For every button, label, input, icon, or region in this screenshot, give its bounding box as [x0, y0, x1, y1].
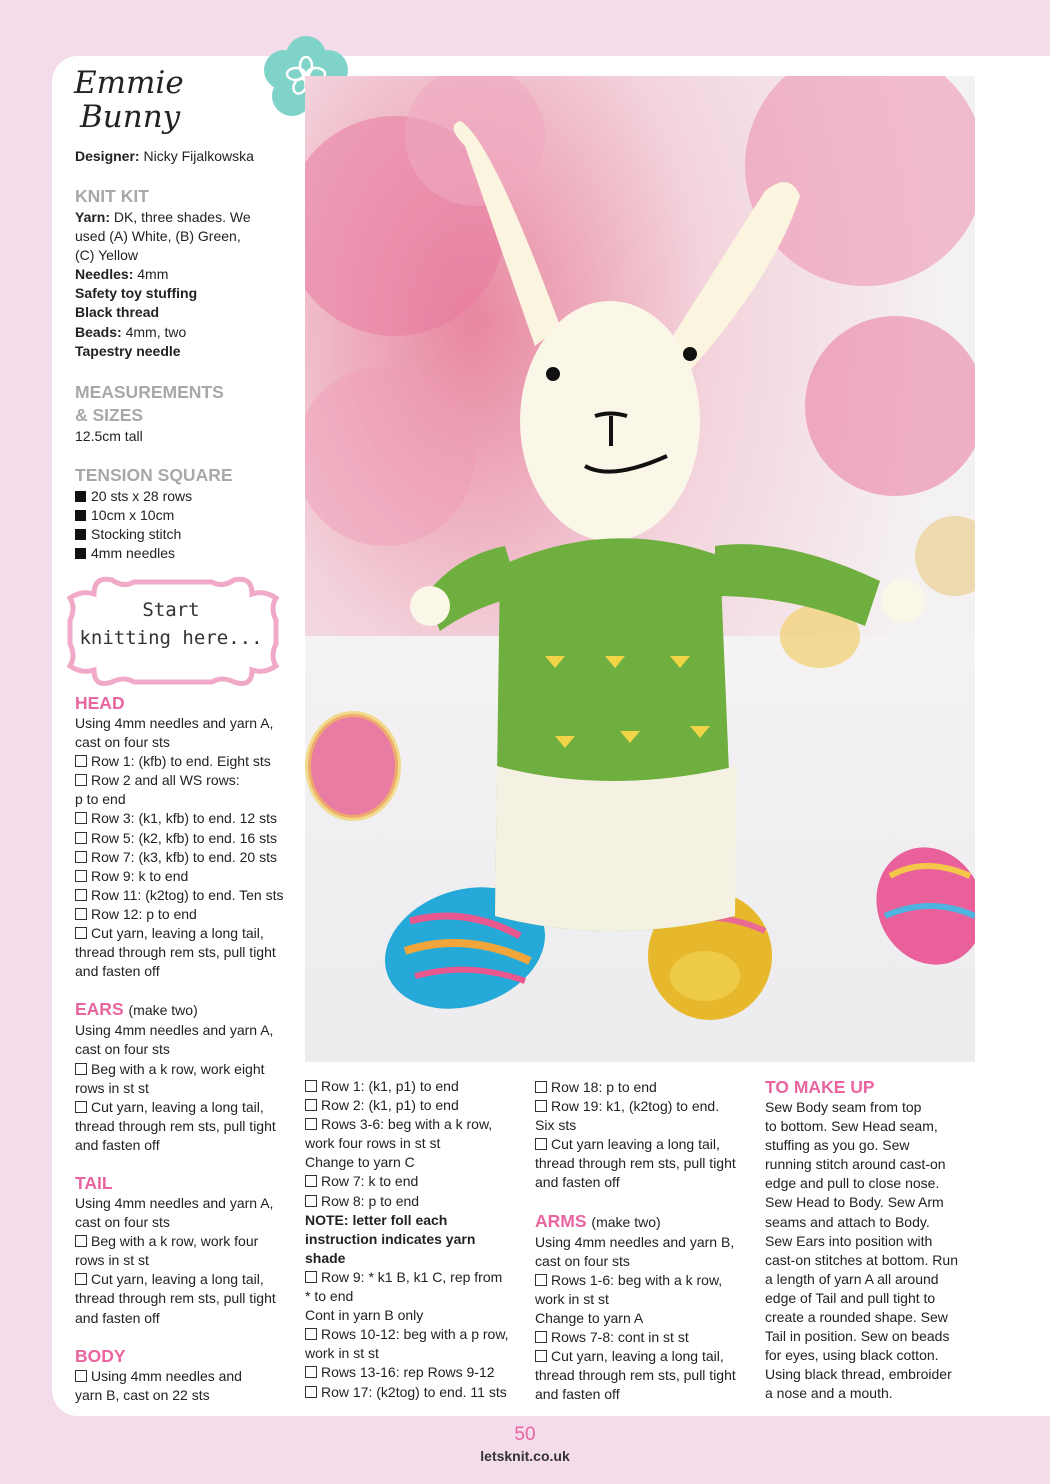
make-up-line: a length of yarn A all around	[765, 1270, 939, 1287]
checkbox-icon	[535, 1138, 547, 1150]
head-row: Row 5: (k2, kfb) to end. 16 sts	[75, 829, 300, 848]
checkbox-icon	[535, 1350, 547, 1362]
arms-row-continued: thread through rem sts, pull tight	[535, 1367, 736, 1384]
banner-line-2: knitting here...	[79, 627, 263, 649]
note-line-1: NOTE: letter foll each	[305, 1211, 448, 1228]
make-up-line: edge of Tail and pull tight to	[765, 1289, 936, 1306]
tail-row: Cut yarn, leaving a long tail,	[75, 1270, 300, 1289]
checkbox-icon	[535, 1081, 547, 1093]
tail-intro-2: cast on four sts	[75, 1214, 170, 1231]
arms-note: (make two)	[591, 1213, 661, 1230]
yarn-label: Yarn:	[75, 209, 111, 225]
start-banner-text	[64, 596, 278, 652]
make-up-line: Sew Head to Body. Sew Arm	[765, 1194, 944, 1211]
checkbox-icon	[305, 1386, 317, 1398]
body-row: Row 7: k to end	[305, 1172, 530, 1191]
column-2-instructions	[305, 1077, 530, 1402]
head-row: Cut yarn, leaving a long tail,	[75, 924, 300, 943]
note-line-2: instruction indicates yarn	[305, 1230, 476, 1247]
head-row-continued: p to end	[75, 791, 126, 808]
checkbox-icon	[535, 1100, 547, 1112]
bullet-icon	[75, 491, 86, 502]
tail-heading: TAIL	[75, 1172, 113, 1193]
yarn-line-2: used (A) White, (B) Green,	[75, 228, 241, 245]
head-row: Row 11: (k2tog) to end. Ten sts	[75, 886, 300, 905]
checkbox-icon	[75, 927, 87, 939]
designer-credit	[75, 148, 254, 164]
column-1-instructions	[75, 692, 300, 1405]
measurements-heading: MEASUREMENTS	[75, 381, 224, 402]
tension-item: 4mm needles	[75, 544, 290, 563]
body-row: Row 1: (k1, p1) to end	[305, 1077, 530, 1096]
checkbox-icon	[75, 870, 87, 882]
checkbox-icon	[75, 755, 87, 767]
body-row-continued: thread through rem sts, pull tight	[535, 1155, 736, 1172]
head-row: Row 7: (k3, kfb) to end. 20 sts	[75, 848, 300, 867]
page-number: 50	[514, 1424, 536, 1445]
make-up-line: Sew Body seam from top	[765, 1099, 922, 1115]
body-row-continued: work in st st	[305, 1345, 379, 1362]
tail-row-continued: thread through rem sts, pull tight	[75, 1290, 276, 1307]
needles-label: Needles:	[75, 266, 134, 283]
body-row: Row 18: p to end	[535, 1078, 760, 1097]
checkbox-icon	[535, 1274, 547, 1286]
arms-heading: ARMS	[535, 1210, 587, 1231]
checkbox-icon	[75, 832, 87, 844]
ears-intro-2: cast on four sts	[75, 1041, 170, 1058]
site-url[interactable]: letsknit.co.uk	[480, 1448, 570, 1464]
checkbox-icon	[535, 1331, 547, 1343]
ears-intro-1: Using 4mm needles and yarn A,	[75, 1022, 274, 1039]
checkbox-icon	[305, 1118, 317, 1130]
body-row-continued: and fasten off	[535, 1174, 620, 1191]
body-row: Rows 13-16: rep Rows 9-12	[305, 1363, 530, 1382]
body-row-continued: work four rows in st st	[305, 1135, 441, 1152]
checkbox-icon	[305, 1175, 317, 1187]
bullet-icon	[75, 510, 86, 521]
checkbox-icon	[305, 1195, 317, 1207]
checkbox-icon	[305, 1080, 317, 1092]
arms-intro-2: cast on four sts	[535, 1252, 630, 1269]
make-up-line: to bottom. Sew Head seam,	[765, 1118, 938, 1135]
ears-note: (make two)	[128, 1002, 198, 1019]
body-heading: BODY	[75, 1345, 126, 1366]
body-row-continued: yarn B, cast on 22 sts	[75, 1386, 210, 1403]
checkbox-icon	[75, 774, 87, 786]
checkbox-icon	[305, 1099, 317, 1111]
checkbox-icon	[75, 908, 87, 920]
body-row: Cut yarn leaving a long tail,	[535, 1135, 760, 1154]
head-row: Row 2 and all WS rows:	[75, 771, 300, 790]
designer-name: Nicky Fijalkowska	[143, 148, 254, 164]
body-row: Rows 3-6: beg with a k row,	[305, 1115, 530, 1134]
checkbox-icon	[75, 1063, 87, 1075]
column-3-instructions	[535, 1078, 760, 1404]
head-row: Row 1: (kfb) to end. Eight sts	[75, 752, 300, 771]
tail-row-continued: rows in st st	[75, 1252, 149, 1269]
arms-row: Cut yarn, leaving a long tail,	[535, 1347, 760, 1366]
make-up-line: Tail in position. Sew on beads	[765, 1328, 950, 1345]
knit-kit-heading: KNIT KIT	[75, 186, 149, 206]
sizes-heading: & SIZES	[75, 404, 144, 425]
make-up-line: stuffing as you go. Sew	[765, 1137, 910, 1154]
yarn-text: DK, three shades. We	[113, 209, 251, 225]
ears-row-continued: and fasten off	[75, 1136, 160, 1153]
checkbox-icon	[75, 1235, 87, 1247]
checkbox-icon	[75, 1101, 87, 1113]
body-row: Row 17: (k2tog) to end. 11 sts	[305, 1383, 530, 1402]
beads-text: 4mm, two	[125, 323, 187, 340]
arms-row-continued: work in st st	[535, 1290, 609, 1307]
make-up-line: cast-on stitches at bottom. Run	[765, 1251, 958, 1268]
arms-row-continued: and fasten off	[535, 1386, 620, 1403]
yarn-line-3: (C) Yellow	[75, 247, 139, 264]
make-up-line: a nose and a mouth.	[765, 1385, 893, 1402]
change-yarn-c: Change to yarn C	[305, 1154, 415, 1171]
thread-item: Black thread	[75, 304, 160, 321]
continue-yarn-b: Cont in yarn B only	[305, 1307, 424, 1324]
make-up-line: Sew Ears into position with	[765, 1232, 933, 1249]
body-row: Using 4mm needles and	[75, 1367, 300, 1386]
ears-heading: EARS	[75, 999, 124, 1020]
bullet-icon	[75, 548, 86, 559]
make-up-line: create a rounded shape. Sew	[765, 1309, 948, 1326]
bunny-photo	[305, 76, 975, 1062]
checkbox-icon	[75, 1370, 87, 1382]
needles-text: 4mm	[137, 266, 169, 283]
size-value: 12.5cm tall	[75, 427, 143, 444]
ears-row: Beg with a k row, work eight	[75, 1060, 300, 1079]
title-line-1: Emmie	[74, 65, 184, 101]
head-intro-1: Using 4mm needles and yarn A,	[75, 715, 274, 731]
page-title	[74, 66, 184, 134]
head-heading: HEAD	[75, 693, 125, 713]
tail-row: Beg with a k row, work four	[75, 1232, 300, 1251]
head-end-1: thread through rem sts, pull tight	[75, 944, 276, 961]
change-yarn-a: Change to yarn A	[535, 1309, 644, 1326]
banner-line-1: Start	[142, 599, 200, 621]
make-up-line: seams and attach to Body.	[765, 1213, 930, 1230]
ears-row-continued: thread through rem sts, pull tight	[75, 1117, 276, 1134]
tension-item: 10cm x 10cm	[75, 506, 290, 525]
head-row: Row 9: k to end	[75, 867, 300, 886]
arms-row: Rows 7-8: cont in st st	[535, 1328, 760, 1347]
tension-item: 20 sts x 28 rows	[75, 487, 290, 506]
make-up-line: Using black thread, embroider	[765, 1366, 952, 1383]
body-row-continued: * to end	[305, 1288, 354, 1305]
checkbox-icon	[75, 889, 87, 901]
head-intro-2: cast on four sts	[75, 734, 170, 751]
stuffing-item: Safety toy stuffing	[75, 285, 198, 302]
body-row: Row 8: p to end	[305, 1192, 530, 1211]
make-up-line: running stitch around cast-on	[765, 1156, 946, 1173]
beads-label: Beads:	[75, 323, 122, 340]
make-up-line: for eyes, using black cotton.	[765, 1347, 939, 1364]
title-line-2: Bunny	[80, 99, 181, 135]
make-up-heading: TO MAKE UP	[765, 1077, 875, 1097]
body-row: Rows 10-12: beg with a p row,	[305, 1325, 530, 1344]
note-line-3: shade	[305, 1249, 346, 1266]
body-row: Row 19: k1, (k2tog) to end.	[535, 1097, 760, 1116]
bullet-icon	[75, 529, 86, 540]
head-row: Row 12: p to end	[75, 905, 300, 924]
designer-label: Designer:	[75, 148, 140, 164]
tapestry-needle-item: Tapestry needle	[75, 342, 181, 359]
arms-intro-1: Using 4mm needles and yarn B,	[535, 1233, 735, 1250]
checkbox-icon	[305, 1271, 317, 1283]
checkbox-icon	[75, 812, 87, 824]
tension-item: Stocking stitch	[75, 525, 290, 544]
checkbox-icon	[75, 851, 87, 863]
ears-row-continued: rows in st st	[75, 1079, 149, 1096]
tail-intro-1: Using 4mm needles and yarn A,	[75, 1194, 274, 1211]
body-row: Row 2: (k1, p1) to end	[305, 1096, 530, 1115]
tension-heading: TENSION SQUARE	[75, 464, 233, 485]
make-up-section	[765, 1076, 980, 1404]
head-row: Row 3: (k1, kfb) to end. 12 sts	[75, 809, 300, 828]
ears-row: Cut yarn, leaving a long tail,	[75, 1098, 300, 1117]
checkbox-icon	[305, 1366, 317, 1378]
checkbox-icon	[75, 1273, 87, 1285]
tail-row-continued: and fasten off	[75, 1309, 160, 1326]
body-row: Row 9: * k1 B, k1 C, rep from	[305, 1268, 530, 1287]
body-row-continued: Six sts	[535, 1117, 577, 1134]
arms-row: Rows 1-6: beg with a k row,	[535, 1271, 760, 1290]
make-up-line: edge and pull to close nose.	[765, 1175, 940, 1192]
sidebar-info	[75, 185, 290, 563]
checkbox-icon	[305, 1328, 317, 1340]
head-end-2: and fasten off	[75, 963, 160, 980]
